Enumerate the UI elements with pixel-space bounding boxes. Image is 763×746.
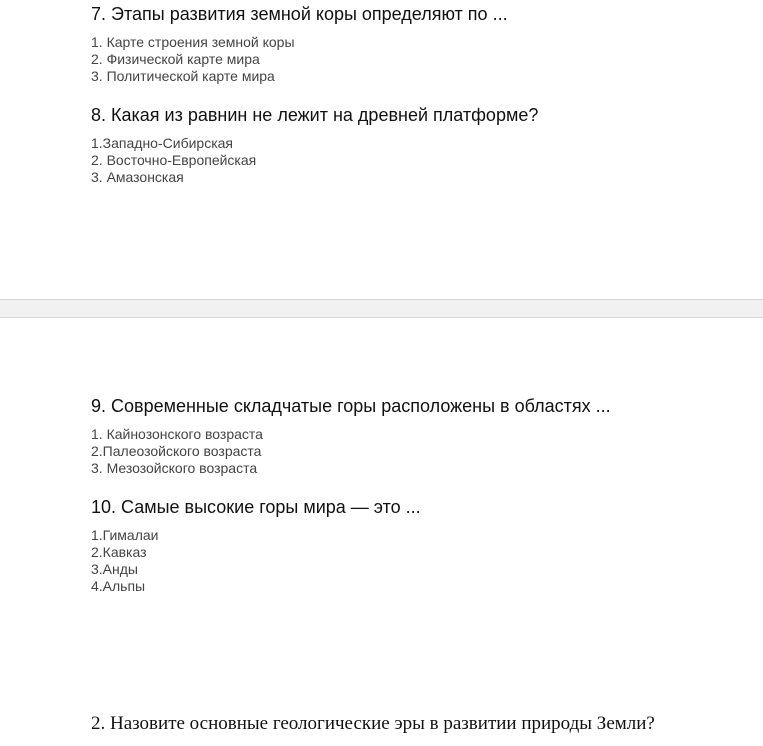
page-separator xyxy=(0,299,763,318)
options-list xyxy=(91,34,751,85)
option-item: 2. Восточно-Европейская xyxy=(91,152,257,168)
options-list xyxy=(91,135,751,186)
question-8 xyxy=(91,104,751,186)
question-title: 10. Самые высокие горы мира — это ... xyxy=(91,497,421,517)
document-page-bottom xyxy=(0,318,763,746)
question-7 xyxy=(91,3,751,85)
options-list xyxy=(91,426,751,477)
option-item: 2.Палеозойского возраста xyxy=(91,443,262,459)
option-item: 3.Анды xyxy=(91,561,138,577)
options-list xyxy=(91,527,751,595)
option-item: 2. Физической карте мира xyxy=(91,51,260,67)
question-title: 9. Современные складчатые горы расположены в областях ... xyxy=(91,396,611,416)
question-10 xyxy=(91,496,751,595)
option-item: 3. Политической карте мира xyxy=(91,68,275,84)
question-title: 7. Этапы развития земной коры определяют по ... xyxy=(91,4,508,24)
task-heading: 2. Назовите основные геологические эры в развитии природы Земли? xyxy=(91,713,655,734)
document-page-top xyxy=(0,0,763,299)
option-item: 3. Амазонская xyxy=(91,169,184,185)
option-item: 4.Альпы xyxy=(91,578,146,594)
option-item: 1.Западно-Сибирская xyxy=(91,135,233,151)
question-9 xyxy=(91,395,751,477)
option-item: 1. Кайнозонского возраста xyxy=(91,426,263,442)
question-title: 8. Какая из равнин не лежит на древней платформе? xyxy=(91,105,539,125)
option-item: 3. Мезозойского возраста xyxy=(91,460,258,476)
option-item: 1. Карте строения земной коры xyxy=(91,34,295,50)
option-item: 1.Гималаи xyxy=(91,527,159,543)
option-item: 2.Кавказ xyxy=(91,544,147,560)
